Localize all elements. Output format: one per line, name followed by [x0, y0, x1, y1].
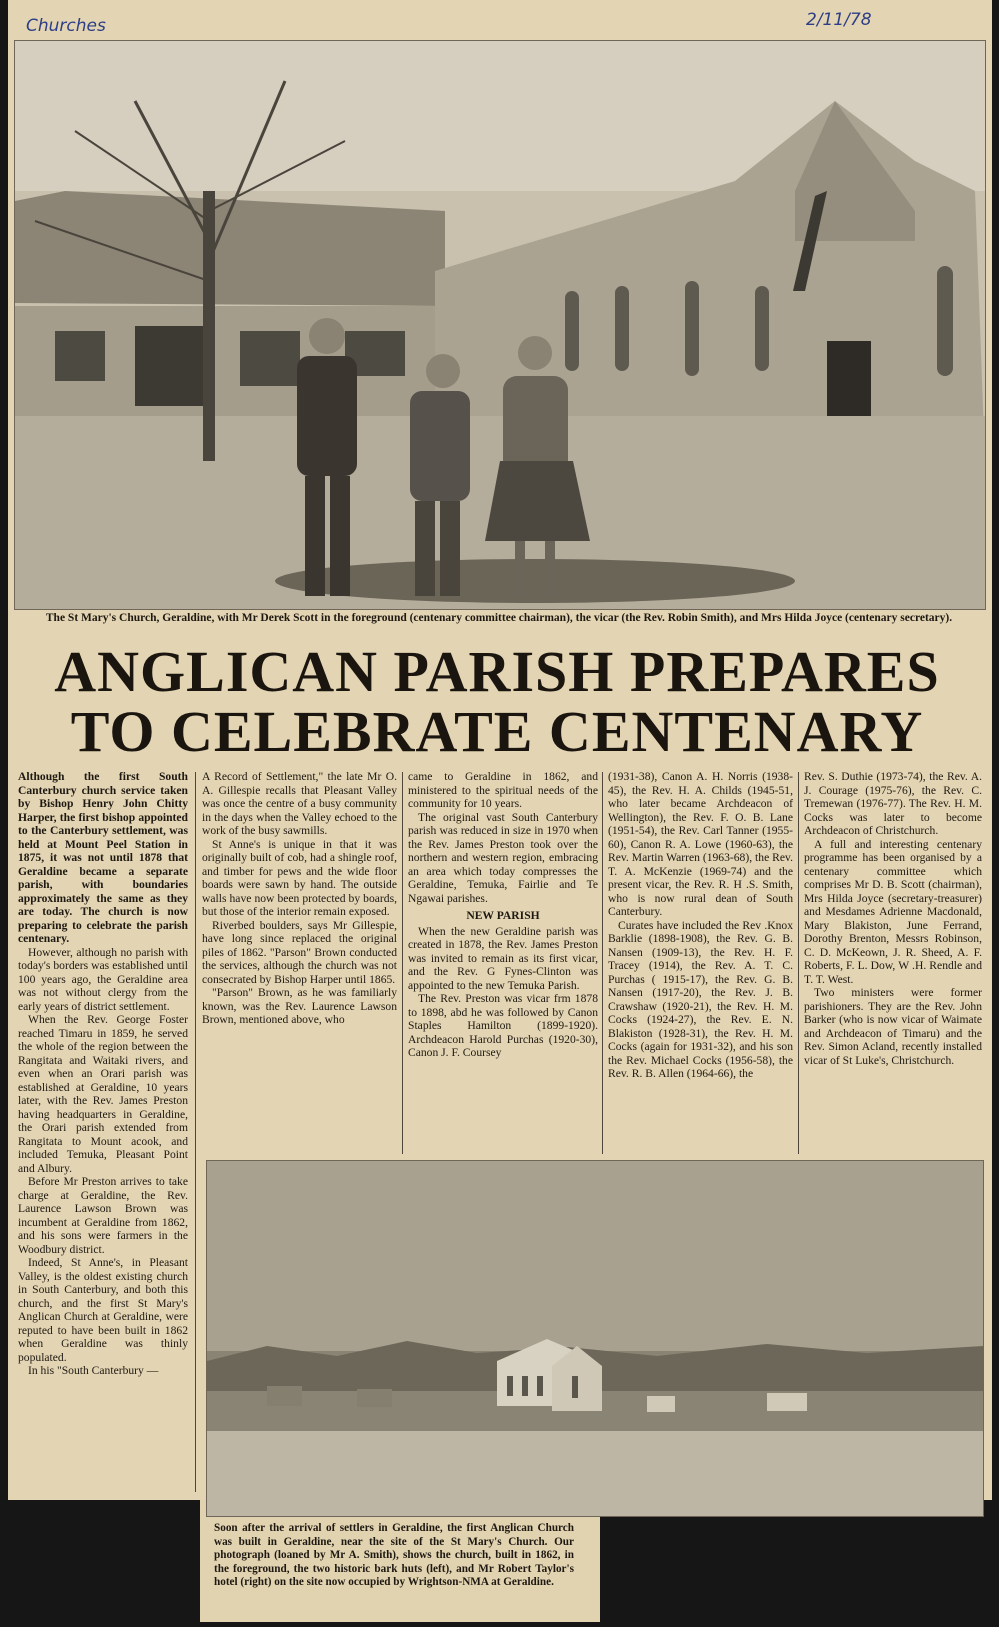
church-photograph-image	[15, 41, 985, 609]
article-paragraph: When the new Geraldine parish was created in 1878, the Rev. James Preston was invited to remain as its first vicar, and the Rev. G Fynes-Clinton was appointed to the new Temuka Parish.	[408, 924, 598, 992]
handwritten-category: Churches	[26, 16, 106, 36]
article-paragraph: However, although no parish with today's borders was established until 100 years ago, the Geraldine area was not without clergy from the early years of district settlement.	[18, 945, 188, 1013]
subheading-new-parish: NEW PARISH	[466, 909, 540, 922]
article-paragraph: came to Geraldine in 1862, and ministered to the spiritual needs of the community for 10 years.	[408, 770, 598, 810]
article-paragraph: Rev. S. Duthie (1973-74), the Rev. A. J. Courage (1975-76), the Rev. C. Tremewan (1976-77). The Rev. H. M. Cocks was later to become Archdeacon of Christchurch.	[804, 770, 982, 837]
article-column-2	[202, 770, 397, 1027]
article-paragraph: Indeed, St Anne's, in Pleasant Valley, is the oldest existing church in South Canterbury, and both this church, and the first St Mary's Anglican Church at Geraldine, were reputed to have been built in 1862 when Geraldine was thinly populated.	[18, 1256, 188, 1364]
column-rule	[798, 772, 799, 1154]
article-paragraph: "Parson" Brown, as he was familiarly known, was the Rev. Laurence Lawson Brown, mentioned above, who	[202, 986, 397, 1026]
historic-church-photograph-image	[207, 1161, 983, 1516]
article-paragraph: A Record of Settlement," the late Mr O. A. Gillespie recalls that Pleasant Valley was once the centre of a busy community in the days when the Valley echoed to the work of the busy sawmills.	[202, 770, 397, 837]
historic-church-photograph	[206, 1160, 984, 1517]
article-column-4	[608, 770, 793, 1081]
column-rule	[402, 772, 403, 1154]
article-paragraph: In his "South Canterbury —	[28, 1364, 159, 1377]
article-paragraph: (1931-38), Canon A. H. Norris (1938-45), the Rev. H. A. Childs (1945-51, who later became Archdeacon of Wellington), the Rev. F. O. B. Lane (1951-54), the Rev. Carl Tanner (1955-60), Canon R. A. Lowe (1960-63), the Rev. Martin Warren (1963-68), the Rev. T. A. McKenzie (1969-74) and the present vicar, the Rev. R. H .S. Smith, who is now rural dean of South Canterbury.	[608, 770, 793, 918]
article-column-5	[804, 770, 982, 1067]
column-rule	[195, 772, 196, 1492]
article-column-3	[408, 770, 598, 1060]
historic-photo-caption: Soon after the arrival of settlers in Geraldine, the first Anglican Church was built in Geraldine, near the site of the St Mary's Church. Our photograph (loaned by Mr A. Smith), shows the church, built in 1862, in the foreground, the two historic bark huts (left), and Mr Robert Taylor's hotel (right) on the site now occupied by Wrightson-NMA at Geraldine.	[214, 1522, 574, 1588]
article-paragraph: Two ministers were former parishioners. They are the Rev. John Barker (who is now vicar of Waimate and Archdeacon of Timaru) and the Rev. Simon Acland, recently installed vicar of St Luke's, Christchurch.	[804, 986, 982, 1067]
article-paragraph: The Rev. Preston was vicar frm 1878 to 1898, abd he was followed by Canon Staples Hamilton (1899-1920). Archdeacon Harold Purchas (1920-30), Canon J. F. Coursey	[408, 992, 598, 1059]
photo-caption: The St Mary's Church, Geraldine, with Mr Derek Scott in the foreground (centenary committee chairman), the vicar (the Rev. Robin Smith), and Mrs Hilda Joyce (centenary secretary).	[45, 612, 953, 624]
article-paragraph: The original vast South Canterbury parish was reduced in size in 1970 when the Rev. James Preston took over the northern and western region, embracing an area which today compresses the Geraldine, Temuka, Fairlie and Te Ngawai parishes.	[408, 810, 598, 905]
article-paragraph: St Anne's is unique in that it was originally built of cob, had a shingle roof, and timber for pews and the wide floor boards were sawn by hand. The outside walls have now been protected by boards, but those of the interior remain exposed.	[202, 837, 397, 918]
headline-line-1: ANGLICAN PARISH PREPARES	[54, 639, 940, 704]
column-rule	[602, 772, 603, 1154]
article-paragraph: Curates have included the Rev .Knox Barklie (1898-1908), the Rev. G. B. Nansen (1909-13), the Rev. H. F. Tracey (1914), the Rev. A. T. C. Purchas ( 1915-17), the Rev. G. B. Nansen (1917-20), the Rev. J. B. Crawshaw (1920-21), the Rev. H. M. Cocks (1924-27), the Rev. E. N. Blakiston (1928-31), the Rev. H. M. Cocks (again for 1931-32), and his son the Rev. Michael Cocks (1956-58), the Rev. R. B. Allen (1964-66), the	[608, 918, 793, 1080]
church-photograph	[14, 40, 986, 610]
article-column-1	[18, 770, 188, 1378]
article-paragraph: A full and interesting centenary programme has been organised by a centenary committee which comprises Mr D. B. Scott (chairman), Mrs Hilda Joyce (secretary-treasurer) and Mesdames Adrienne Macdonald, Mary Blakiston, June Ferrand, Dorothy Brenton, Messrs Robinson, C. D. McKeown, J. R. Sheed, A. F. Roberts, F. L. Dow, W .H. Rendle and T. T. West.	[804, 837, 982, 986]
handwritten-date: 2/11/78	[806, 10, 872, 30]
article-paragraph: Before Mr Preston arrives to take charge at Geraldine, the Rev. Laurence Lawson Brown was incumbent at Geraldine from 1862, and his sons were farmers in the Woodbury district.	[18, 1175, 188, 1256]
article-paragraph: Riverbed boulders, says Mr Gillespie, have long since replaced the original piles of 1862. "Parson" Brown conducted the services, although the church was not consecrated by Bishop Harper until 1865.	[202, 918, 397, 986]
article-paragraph: Although the first South Canterbury church service taken by Bishop Henry John Chitty Harper, the first bishop appointed to the Canterbury settlement, was held at Mount Peel Station in 1875, it was not until 1878 that Geraldine became a separate parish, with boundaries approximately the same as they are today. The church is now preparing to celebrate the parish centenary.	[18, 770, 188, 945]
headline-line-2: TO CELEBRATE CENTENARY	[70, 699, 924, 764]
article-paragraph: When the Rev. George Foster reached Timaru in 1859, he served the whole of the region between the Rangitata and Waitaki rivers, and even when an Orari parish was established at Geraldine, 10 years later, with the Rev. James Preston having headquarters in Geraldine, the Orari parish extended from Rangitata to Mount acook, and included Temuka, Pleasant Point and Albury.	[18, 1013, 188, 1175]
